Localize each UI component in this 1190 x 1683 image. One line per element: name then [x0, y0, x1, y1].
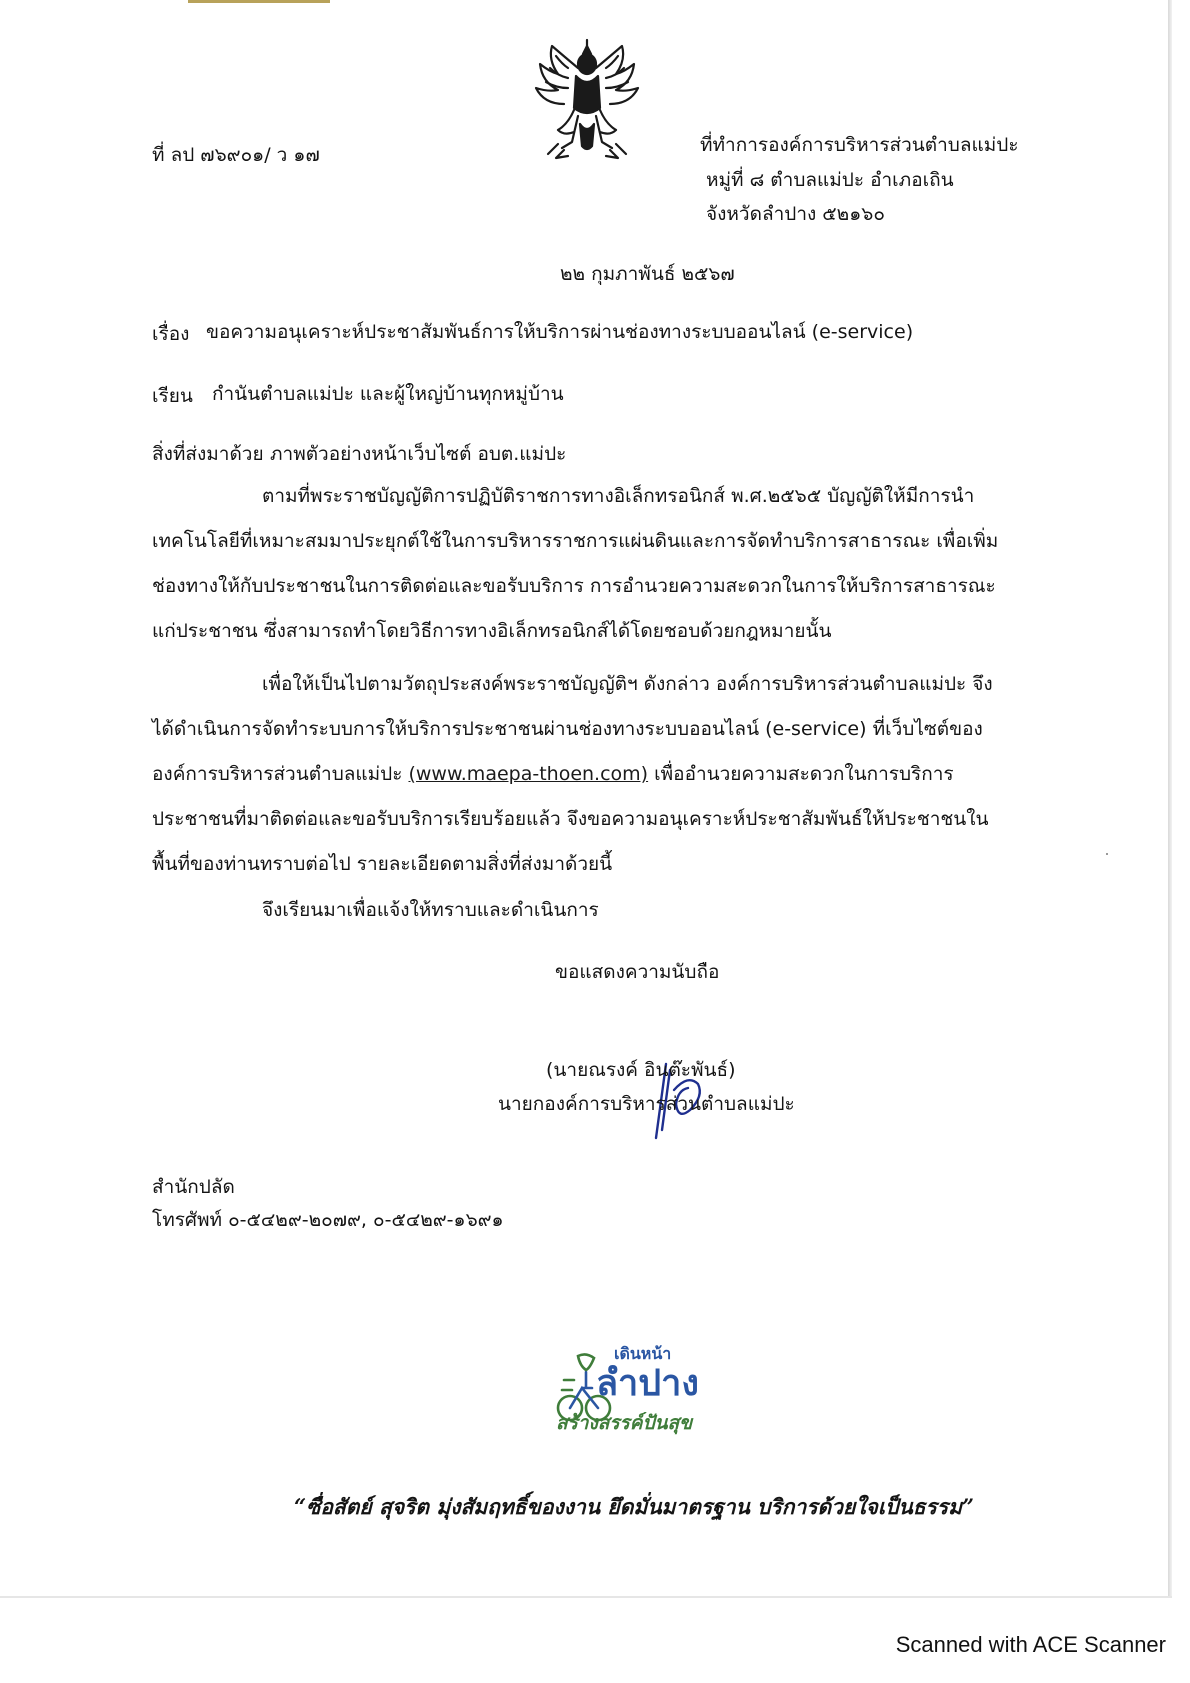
closing-request: จึงเรียนมาเพื่อแจ้งให้ทราบและดำเนินการ: [262, 899, 599, 921]
body-paragraph-1: ตามที่พระราชบัญญัติการปฏิบัติราชการทางอิเล็กทรอนิกส์ พ.ศ.๒๕๖๕ บัญญัติให้มีการนำเทคโนโลยีที่เหมาะสมมาประยุกต์ใช้ในการบริหารราชการแผ่นดินและการจัดทำบริการสาธารณะ เพื่อเพิ่มช่องทางให้กับประชาชนในการติดต่อและขอรับบริการ การอำนวยความสะดวกในการให้บริการสาธารณะแก่ประชาชน ซึ่งสามารถทำโดยวิธีการทางอิเล็กทรอนิกส์ได้โดยชอบด้วยกฎหมายนั้น: [152, 485, 999, 642]
logo-text-main: ลำปาง: [596, 1363, 699, 1404]
organization-motto: “ซื่อสัตย์ สุจริต มุ่งสัมฤทธิ์ของงาน ยึดมั่นมาตรฐาน บริการด้วยใจเป็นธรรม”: [293, 1494, 975, 1519]
page-edge-right: [1168, 0, 1172, 1598]
office-name: สำนักปลัด: [152, 1176, 235, 1198]
sender-address-line-1: ที่ทำการองค์การบริหารส่วนตำบลแม่ปะ: [700, 134, 1019, 156]
letter-date: ๒๒ กุมภาพันธ์ ๒๕๖๗: [560, 263, 735, 285]
reference-number: ที่ ลป ๗๖๙๐๑/ ว ๑๗: [152, 144, 320, 166]
scan-artifact: [188, 0, 330, 3]
recipient-text: กำนันตำบลแม่ปะ และผู้ใหญ่บ้านทุกหมู่บ้าน: [212, 383, 564, 405]
sender-address-line-3: จังหวัดลำปาง ๕๒๑๖๐: [706, 203, 885, 225]
page-edge-bottom: [0, 1596, 1172, 1598]
recipient-label: เรียน: [152, 385, 193, 407]
logo-text-top: เดินหน้า: [614, 1344, 672, 1363]
logo-text-bottom: สร้างสรรค์ปันสุข: [556, 1412, 693, 1434]
garuda-emblem-icon: [528, 38, 646, 162]
subject-text: ขอความอนุเคราะห์ประชาสัมพันธ์การให้บริการผ่านช่องทางระบบออนไลน์ (e-service): [206, 321, 914, 343]
enclosure-text: ภาพตัวอย่างหน้าเว็บไซต์ อบต.แม่ปะ: [270, 443, 567, 465]
signatory-name: (นายณรงค์ อินต๊ะพันธ์): [546, 1059, 736, 1081]
office-phone: โทรศัพท์ ๐-๕๔๒๙-๒๐๗๙, ๐-๕๔๒๙-๑๖๙๑: [152, 1209, 504, 1231]
salutation: ขอแสดงความนับถือ: [555, 961, 720, 983]
lampang-campaign-logo: [556, 1340, 726, 1440]
sender-address-line-2: หมู่ที่ ๘ ตำบลแม่ปะ อำเภอเถิน: [706, 169, 954, 191]
subject-label: เรื่อง: [152, 323, 190, 345]
enclosure-label: สิ่งที่ส่งมาด้วย: [152, 443, 264, 465]
scanner-watermark: Scanned with ACE Scanner: [895, 1632, 1166, 1657]
website-link[interactable]: (www.maepa-thoen.com): [408, 763, 649, 785]
signatory-position: นายกองค์การบริหารส่วนตำบลแม่ปะ: [498, 1093, 795, 1115]
body-paragraph-2: [152, 662, 1002, 887]
paragraph-2-outro: เพื่ออำนวยความสะดวกในการบริการประชาชนที่มาติดต่อและขอรับบริการเรียบร้อยแล้ว จึงขอความอนุเคราะห์ประชาสัมพันธ์ให้ประชาชนในพื้นที่ของท่านทราบต่อไป รายละเอียดตามสิ่งที่ส่งมาด้วยนี้: [152, 763, 989, 875]
scan-speck: [1106, 853, 1108, 855]
paragraph-2-intro: เพื่อให้เป็นไปตามวัตถุประสงค์พระราชบัญญัติฯ ดังกล่าว องค์การบริหารส่วนตำบลแม่ปะ จึงได้ดำเนินการจัดทำระบบการให้บริการประชาชนผ่านช่องทางระบบออนไลน์ (e-service) ที่เว็บไซต์ขององค์การบริหารส่วนตำบลแม่ปะ: [152, 673, 993, 785]
